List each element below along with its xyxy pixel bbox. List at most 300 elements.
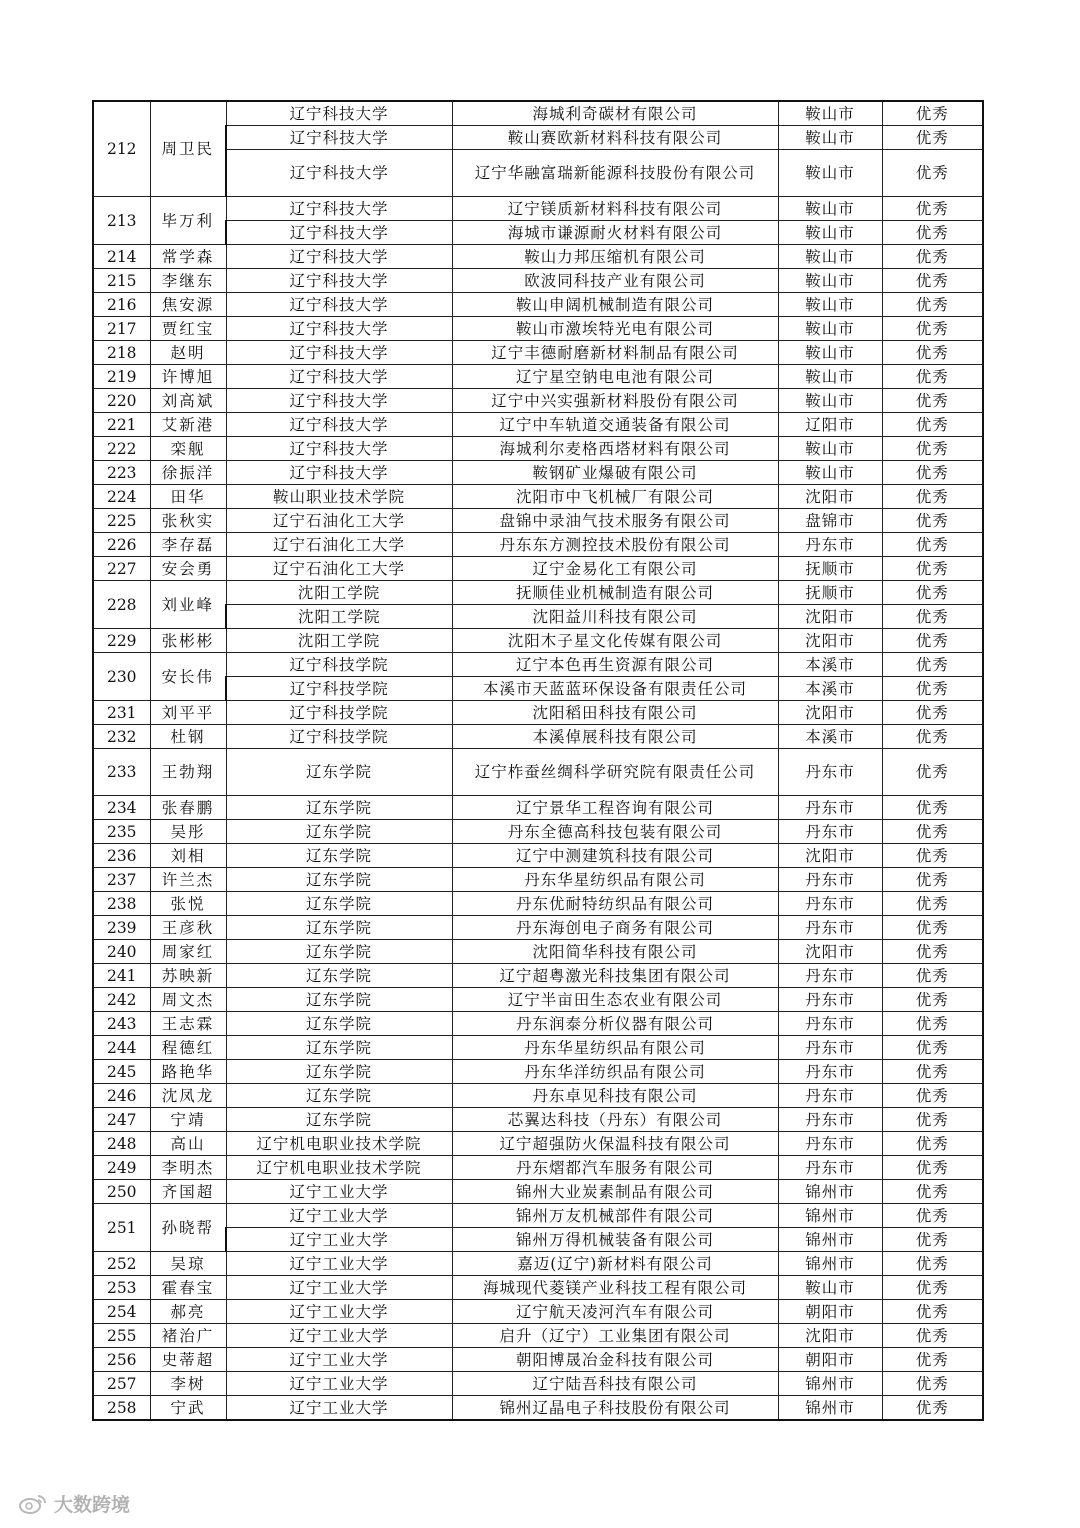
grade-label: 优秀 <box>882 221 983 245</box>
school-name: 辽宁科技大学 <box>226 389 452 413</box>
school-name: 辽东学院 <box>226 749 452 796</box>
row-number: 215 <box>93 269 150 293</box>
person-name: 李树 <box>150 1372 226 1396</box>
school-name: 辽宁机电职业技术学院 <box>226 1132 452 1156</box>
city-name: 抚顺市 <box>778 581 882 605</box>
person-name: 孙晓帮 <box>150 1204 226 1252</box>
table-row <box>93 1252 983 1276</box>
grade-label: 优秀 <box>882 1276 983 1300</box>
company-name: 沈阳稻田科技有限公司 <box>452 701 778 725</box>
row-number: 253 <box>93 1276 150 1300</box>
company-name: 丹东优耐特纺织品有限公司 <box>452 892 778 916</box>
company-name: 辽宁本色再生资源有限公司 <box>452 653 778 677</box>
city-name: 丹东市 <box>778 1156 882 1180</box>
city-name: 鞍山市 <box>778 365 882 389</box>
school-name: 辽宁科技大学 <box>226 317 452 341</box>
grade-label: 优秀 <box>882 1180 983 1204</box>
company-name: 丹东熠都汽车服务有限公司 <box>452 1156 778 1180</box>
person-name: 周家红 <box>150 940 226 964</box>
grade-label: 优秀 <box>882 892 983 916</box>
row-number: 213 <box>93 197 150 245</box>
grade-label: 优秀 <box>882 1108 983 1132</box>
company-name: 锦州万得机械装备有限公司 <box>452 1228 778 1252</box>
city-name: 丹东市 <box>778 868 882 892</box>
company-name: 锦州辽晶电子科技股份有限公司 <box>452 1396 778 1421</box>
grade-label: 优秀 <box>882 916 983 940</box>
city-name: 本溪市 <box>778 725 882 749</box>
city-name: 鞍山市 <box>778 101 882 126</box>
company-name: 辽宁丰德耐磨新材料制品有限公司 <box>452 341 778 365</box>
weibo-logo-icon <box>18 1493 48 1515</box>
person-name: 宁武 <box>150 1396 226 1421</box>
school-name: 辽宁科技学院 <box>226 677 452 701</box>
grade-label: 优秀 <box>882 988 983 1012</box>
company-name: 沈阳木子星文化传媒有限公司 <box>452 629 778 653</box>
table-row <box>93 1300 983 1324</box>
company-name: 丹东全德高科技包装有限公司 <box>452 820 778 844</box>
watermark <box>18 1490 130 1517</box>
table-row <box>93 892 983 916</box>
city-name: 沈阳市 <box>778 485 882 509</box>
company-name: 辽宁华融富瑞新能源科技股份有限公司 <box>452 150 778 197</box>
company-name: 沈阳简华科技有限公司 <box>452 940 778 964</box>
school-name: 辽东学院 <box>226 916 452 940</box>
person-name: 齐国超 <box>150 1180 226 1204</box>
grade-label: 优秀 <box>882 269 983 293</box>
company-name: 丹东华星纺织品有限公司 <box>452 868 778 892</box>
grade-label: 优秀 <box>882 1348 983 1372</box>
grade-label: 优秀 <box>882 1036 983 1060</box>
school-name: 辽宁工业大学 <box>226 1396 452 1421</box>
table-row <box>93 796 983 820</box>
school-name: 辽宁工业大学 <box>226 1348 452 1372</box>
row-number: 214 <box>93 245 150 269</box>
person-name: 李存磊 <box>150 533 226 557</box>
company-name: 辽宁陆吾科技有限公司 <box>452 1372 778 1396</box>
row-number: 246 <box>93 1084 150 1108</box>
row-number: 240 <box>93 940 150 964</box>
row-number: 256 <box>93 1348 150 1372</box>
table-row <box>93 485 983 509</box>
company-name: 沈阳益川科技有限公司 <box>452 605 778 629</box>
grade-label: 优秀 <box>882 365 983 389</box>
city-name: 丹东市 <box>778 820 882 844</box>
grade-label: 优秀 <box>882 940 983 964</box>
school-name: 鞍山职业技术学院 <box>226 485 452 509</box>
person-name: 褚治广 <box>150 1324 226 1348</box>
table-row <box>93 605 983 629</box>
city-name: 丹东市 <box>778 964 882 988</box>
table-row <box>93 1348 983 1372</box>
table-row <box>93 245 983 269</box>
city-name: 丹东市 <box>778 1108 882 1132</box>
person-name: 宁靖 <box>150 1108 226 1132</box>
city-name: 鞍山市 <box>778 269 882 293</box>
person-name: 焦安源 <box>150 293 226 317</box>
table-row <box>93 1228 983 1252</box>
city-name: 沈阳市 <box>778 1324 882 1348</box>
table-row <box>93 701 983 725</box>
school-name: 沈阳工学院 <box>226 605 452 629</box>
awards-table <box>92 100 984 1421</box>
school-name: 辽宁石油化工大学 <box>226 533 452 557</box>
grade-label: 优秀 <box>882 1372 983 1396</box>
table-row <box>93 749 983 796</box>
company-name: 丹东华洋纺织品有限公司 <box>452 1060 778 1084</box>
school-name: 辽宁科技学院 <box>226 725 452 749</box>
school-name: 辽宁工业大学 <box>226 1300 452 1324</box>
grade-label: 优秀 <box>882 533 983 557</box>
company-name: 本溪市天蓝蓝环保设备有限责任公司 <box>452 677 778 701</box>
company-name: 启升（辽宁）工业集团有限公司 <box>452 1324 778 1348</box>
city-name: 锦州市 <box>778 1228 882 1252</box>
school-name: 辽东学院 <box>226 1108 452 1132</box>
city-name: 丹东市 <box>778 1084 882 1108</box>
school-name: 沈阳工学院 <box>226 581 452 605</box>
grade-label: 优秀 <box>882 1084 983 1108</box>
person-name: 李明杰 <box>150 1156 226 1180</box>
company-name: 丹东海创电子商务有限公司 <box>452 916 778 940</box>
school-name: 辽宁科技大学 <box>226 101 452 126</box>
school-name: 辽宁工业大学 <box>226 1204 452 1228</box>
city-name: 抚顺市 <box>778 557 882 581</box>
person-name: 刘平平 <box>150 701 226 725</box>
row-number: 224 <box>93 485 150 509</box>
city-name: 朝阳市 <box>778 1300 882 1324</box>
company-name: 辽宁超强防火保温科技有限公司 <box>452 1132 778 1156</box>
city-name: 鞍山市 <box>778 1276 882 1300</box>
row-number: 258 <box>93 1396 150 1421</box>
company-name: 辽宁星空钠电电池有限公司 <box>452 365 778 389</box>
company-name: 辽宁金易化工有限公司 <box>452 557 778 581</box>
company-name: 海城现代菱镁产业科技工程有限公司 <box>452 1276 778 1300</box>
row-number: 216 <box>93 293 150 317</box>
row-number: 212 <box>93 101 150 197</box>
person-name: 苏映新 <box>150 964 226 988</box>
company-name: 鞍山赛欧新材料科技有限公司 <box>452 126 778 150</box>
row-number: 236 <box>93 844 150 868</box>
table-row <box>93 293 983 317</box>
person-name: 高山 <box>150 1132 226 1156</box>
city-name: 鞍山市 <box>778 150 882 197</box>
city-name: 锦州市 <box>778 1396 882 1421</box>
grade-label: 优秀 <box>882 629 983 653</box>
person-name: 路艳华 <box>150 1060 226 1084</box>
table-row <box>93 1396 983 1421</box>
school-name: 辽东学院 <box>226 1060 452 1084</box>
city-name: 丹东市 <box>778 1060 882 1084</box>
city-name: 沈阳市 <box>778 629 882 653</box>
person-name: 张秋实 <box>150 509 226 533</box>
table-row <box>93 1036 983 1060</box>
city-name: 丹东市 <box>778 1012 882 1036</box>
grade-label: 优秀 <box>882 461 983 485</box>
row-number: 254 <box>93 1300 150 1324</box>
row-number: 243 <box>93 1012 150 1036</box>
row-number: 255 <box>93 1324 150 1348</box>
person-name: 徐振洋 <box>150 461 226 485</box>
grade-label: 优秀 <box>882 509 983 533</box>
table-row <box>93 964 983 988</box>
school-name: 辽宁科技大学 <box>226 365 452 389</box>
school-name: 辽宁石油化工大学 <box>226 509 452 533</box>
school-name: 辽东学院 <box>226 940 452 964</box>
city-name: 丹东市 <box>778 988 882 1012</box>
city-name: 沈阳市 <box>778 844 882 868</box>
grade-label: 优秀 <box>882 317 983 341</box>
school-name: 辽东学院 <box>226 1036 452 1060</box>
table-row <box>93 916 983 940</box>
person-name: 周文杰 <box>150 988 226 1012</box>
company-name: 辽宁镁质新材料科技有限公司 <box>452 197 778 221</box>
person-name: 刘业峰 <box>150 581 226 629</box>
row-number: 231 <box>93 701 150 725</box>
person-name: 张彬彬 <box>150 629 226 653</box>
table-row <box>93 1372 983 1396</box>
grade-label: 优秀 <box>882 245 983 269</box>
table-row <box>93 1060 983 1084</box>
school-name: 辽宁科技大学 <box>226 461 452 485</box>
school-name: 辽宁科技大学 <box>226 126 452 150</box>
table-row <box>93 150 983 197</box>
city-name: 锦州市 <box>778 1204 882 1228</box>
row-number: 226 <box>93 533 150 557</box>
row-number: 221 <box>93 413 150 437</box>
person-name: 霍春宝 <box>150 1276 226 1300</box>
row-number: 223 <box>93 461 150 485</box>
company-name: 辽宁中测建筑科技有限公司 <box>452 844 778 868</box>
city-name: 辽阳市 <box>778 413 882 437</box>
table-row <box>93 940 983 964</box>
city-name: 锦州市 <box>778 1180 882 1204</box>
row-number: 251 <box>93 1204 150 1252</box>
person-name: 沈凤龙 <box>150 1084 226 1108</box>
company-name: 鞍钢矿业爆破有限公司 <box>452 461 778 485</box>
row-number: 235 <box>93 820 150 844</box>
person-name: 刘相 <box>150 844 226 868</box>
person-name: 王志霖 <box>150 1012 226 1036</box>
table-row <box>93 1012 983 1036</box>
row-number: 217 <box>93 317 150 341</box>
city-name: 本溪市 <box>778 653 882 677</box>
table-row <box>93 269 983 293</box>
grade-label: 优秀 <box>882 1132 983 1156</box>
grade-label: 优秀 <box>882 197 983 221</box>
grade-label: 优秀 <box>882 413 983 437</box>
row-number: 250 <box>93 1180 150 1204</box>
company-name: 芯翼达科技（丹东）有限公司 <box>452 1108 778 1132</box>
city-name: 丹东市 <box>778 1132 882 1156</box>
company-name: 辽宁景华工程咨询有限公司 <box>452 796 778 820</box>
school-name: 辽宁科技大学 <box>226 341 452 365</box>
company-name: 辽宁超粤激光科技集团有限公司 <box>452 964 778 988</box>
row-number: 241 <box>93 964 150 988</box>
company-name: 海城利奇碳材有限公司 <box>452 101 778 126</box>
grade-label: 优秀 <box>882 1156 983 1180</box>
table-row <box>93 677 983 701</box>
company-name: 盘锦中录油气技术服务有限公司 <box>452 509 778 533</box>
person-name: 艾新港 <box>150 413 226 437</box>
person-name: 栾舰 <box>150 437 226 461</box>
person-name: 王勃翔 <box>150 749 226 796</box>
grade-label: 优秀 <box>882 557 983 581</box>
company-name: 丹东华星纺织品有限公司 <box>452 1036 778 1060</box>
grade-label: 优秀 <box>882 964 983 988</box>
school-name: 辽宁科技学院 <box>226 701 452 725</box>
school-name: 辽宁科技大学 <box>226 245 452 269</box>
table-row <box>93 221 983 245</box>
school-name: 辽宁科技大学 <box>226 269 452 293</box>
grade-label: 优秀 <box>882 844 983 868</box>
table-row <box>93 317 983 341</box>
row-number: 245 <box>93 1060 150 1084</box>
table-row <box>93 1084 983 1108</box>
row-number: 234 <box>93 796 150 820</box>
row-number: 252 <box>93 1252 150 1276</box>
table-row <box>93 389 983 413</box>
table-row <box>93 1180 983 1204</box>
row-number: 220 <box>93 389 150 413</box>
school-name: 辽宁机电职业技术学院 <box>226 1156 452 1180</box>
grade-label: 优秀 <box>882 101 983 126</box>
grade-label: 优秀 <box>882 701 983 725</box>
grade-label: 优秀 <box>882 749 983 796</box>
grade-label: 优秀 <box>882 868 983 892</box>
grade-label: 优秀 <box>882 820 983 844</box>
table-row <box>93 581 983 605</box>
row-number: 249 <box>93 1156 150 1180</box>
city-name: 丹东市 <box>778 796 882 820</box>
city-name: 丹东市 <box>778 892 882 916</box>
city-name: 沈阳市 <box>778 940 882 964</box>
table-row <box>93 413 983 437</box>
table-row <box>93 365 983 389</box>
school-name: 辽宁科技大学 <box>226 150 452 197</box>
person-name: 郝亮 <box>150 1300 226 1324</box>
company-name: 欧波同科技产业有限公司 <box>452 269 778 293</box>
table-row <box>93 1156 983 1180</box>
city-name: 丹东市 <box>778 916 882 940</box>
row-number: 232 <box>93 725 150 749</box>
grade-label: 优秀 <box>882 150 983 197</box>
company-name: 沈阳市中飞机械厂有限公司 <box>452 485 778 509</box>
row-number: 219 <box>93 365 150 389</box>
grade-label: 优秀 <box>882 677 983 701</box>
grade-label: 优秀 <box>882 389 983 413</box>
person-name: 周卫民 <box>150 101 226 197</box>
table-row <box>93 820 983 844</box>
grade-label: 优秀 <box>882 485 983 509</box>
table-row <box>93 725 983 749</box>
grade-label: 优秀 <box>882 1300 983 1324</box>
company-name: 鞍山力邦压缩机有限公司 <box>452 245 778 269</box>
company-name: 海城利尔麦格西塔材料有限公司 <box>452 437 778 461</box>
person-name: 安会勇 <box>150 557 226 581</box>
city-name: 鞍山市 <box>778 293 882 317</box>
school-name: 辽东学院 <box>226 892 452 916</box>
company-name: 丹东卓见科技有限公司 <box>452 1084 778 1108</box>
row-number: 244 <box>93 1036 150 1060</box>
school-name: 辽东学院 <box>226 868 452 892</box>
city-name: 丹东市 <box>778 749 882 796</box>
grade-label: 优秀 <box>882 341 983 365</box>
row-number: 218 <box>93 341 150 365</box>
grade-label: 优秀 <box>882 605 983 629</box>
school-name: 辽东学院 <box>226 964 452 988</box>
table-row <box>93 126 983 150</box>
table-row <box>93 868 983 892</box>
row-number: 247 <box>93 1108 150 1132</box>
city-name: 盘锦市 <box>778 509 882 533</box>
table-row <box>93 509 983 533</box>
grade-label: 优秀 <box>882 1012 983 1036</box>
city-name: 鞍山市 <box>778 341 882 365</box>
table-row <box>93 437 983 461</box>
city-name: 鞍山市 <box>778 197 882 221</box>
person-name: 贾红宝 <box>150 317 226 341</box>
grade-label: 优秀 <box>882 1204 983 1228</box>
person-name: 程德红 <box>150 1036 226 1060</box>
table-row <box>93 557 983 581</box>
school-name: 辽宁科技学院 <box>226 653 452 677</box>
row-number: 225 <box>93 509 150 533</box>
city-name: 鞍山市 <box>778 461 882 485</box>
company-name: 锦州大业炭素制品有限公司 <box>452 1180 778 1204</box>
row-number: 257 <box>93 1372 150 1396</box>
city-name: 锦州市 <box>778 1252 882 1276</box>
company-name: 辽宁柞蚕丝绸科学研究院有限责任公司 <box>452 749 778 796</box>
company-name: 锦州万友机械部件有限公司 <box>452 1204 778 1228</box>
grade-label: 优秀 <box>882 437 983 461</box>
table-row <box>93 988 983 1012</box>
company-name: 鞍山申阔机械制造有限公司 <box>452 293 778 317</box>
row-number: 233 <box>93 749 150 796</box>
grade-label: 优秀 <box>882 725 983 749</box>
school-name: 辽东学院 <box>226 988 452 1012</box>
company-name: 抚顺佳业机械制造有限公司 <box>452 581 778 605</box>
row-number: 227 <box>93 557 150 581</box>
row-number: 230 <box>93 653 150 701</box>
person-name: 许博旭 <box>150 365 226 389</box>
school-name: 辽东学院 <box>226 820 452 844</box>
school-name: 辽宁工业大学 <box>226 1372 452 1396</box>
person-name: 常学森 <box>150 245 226 269</box>
school-name: 辽宁工业大学 <box>226 1276 452 1300</box>
school-name: 辽宁科技大学 <box>226 221 452 245</box>
row-number: 248 <box>93 1132 150 1156</box>
person-name: 张春鹏 <box>150 796 226 820</box>
company-name: 嘉迈(辽宁)新材料有限公司 <box>452 1252 778 1276</box>
city-name: 鞍山市 <box>778 437 882 461</box>
city-name: 丹东市 <box>778 533 882 557</box>
school-name: 辽宁工业大学 <box>226 1252 452 1276</box>
watermark-text: 大数跨境 <box>54 1494 131 1516</box>
company-name: 鞍山市激埃特光电有限公司 <box>452 317 778 341</box>
row-number: 242 <box>93 988 150 1012</box>
city-name: 朝阳市 <box>778 1348 882 1372</box>
row-number: 237 <box>93 868 150 892</box>
city-name: 沈阳市 <box>778 701 882 725</box>
company-name: 辽宁中兴实强新材料股份有限公司 <box>452 389 778 413</box>
grade-label: 优秀 <box>882 126 983 150</box>
school-name: 辽东学院 <box>226 844 452 868</box>
row-number: 238 <box>93 892 150 916</box>
person-name: 张悦 <box>150 892 226 916</box>
table-row <box>93 1324 983 1348</box>
company-name: 朝阳博晟冶金科技有限公司 <box>452 1348 778 1372</box>
table-row <box>93 1276 983 1300</box>
school-name: 辽宁工业大学 <box>226 1324 452 1348</box>
